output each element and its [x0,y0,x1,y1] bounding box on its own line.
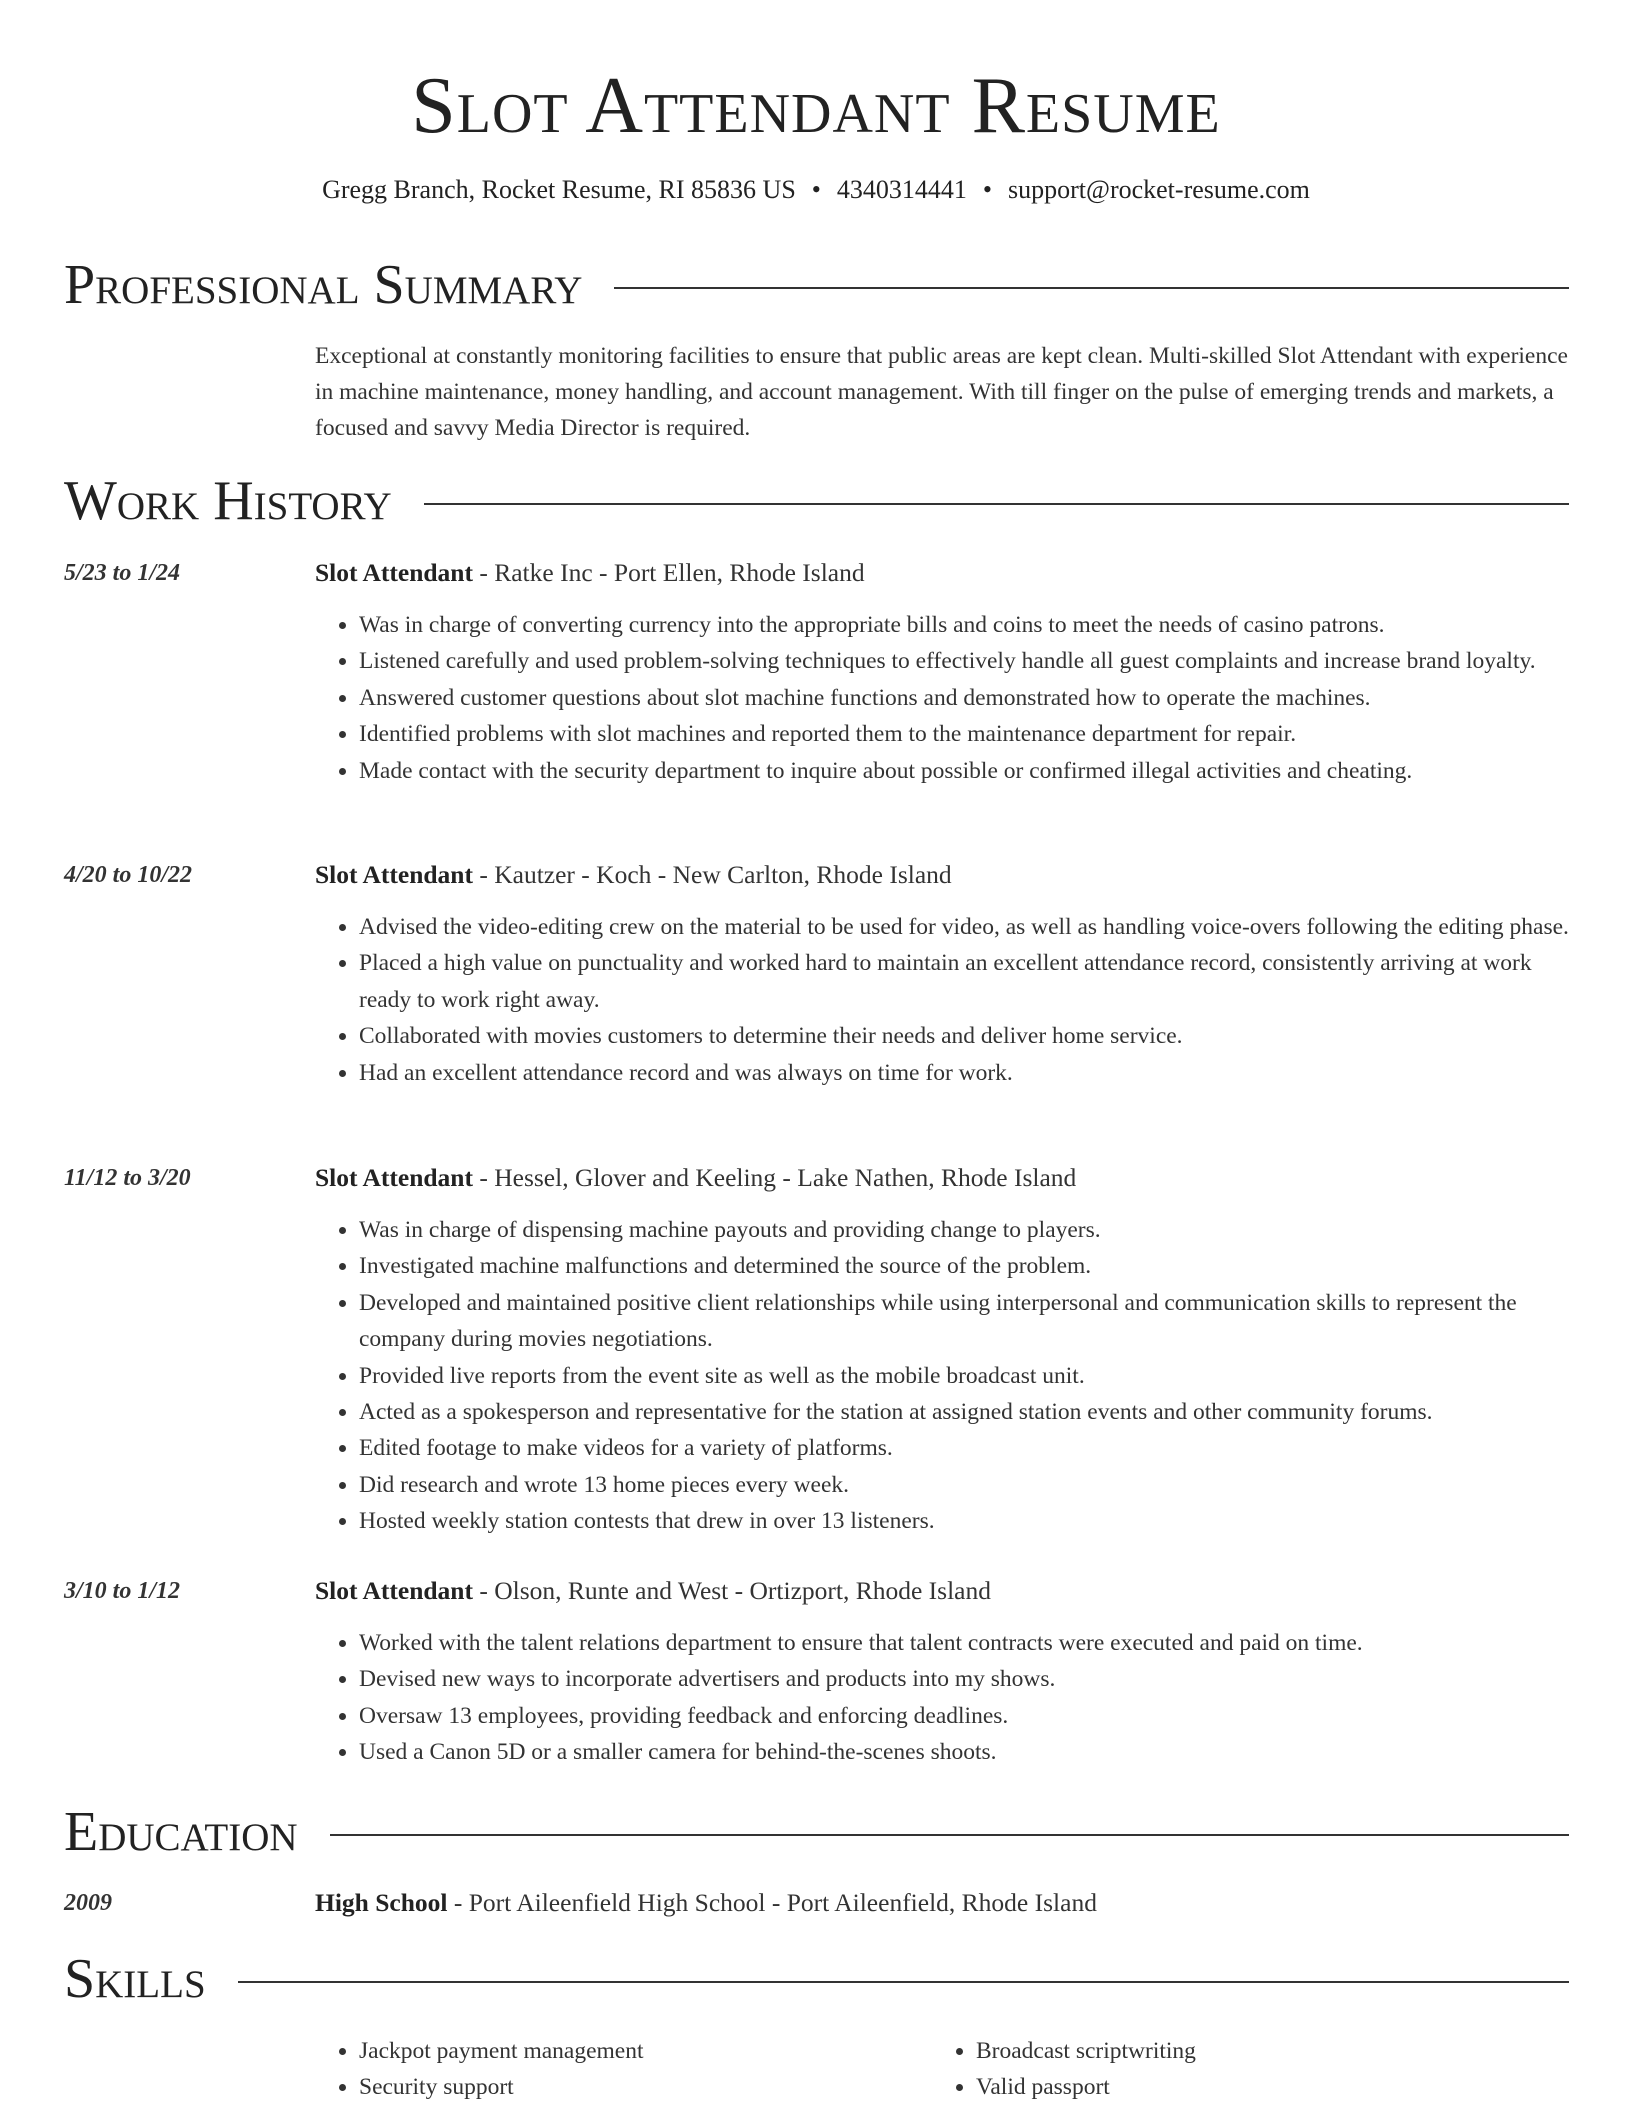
skill-item: • Jackpot payment management [359,2033,919,2069]
section-title-summary: Professional Summary [64,254,583,316]
skills-list-right [932,2033,1536,2105]
section-title-work: Work History [64,470,392,532]
section-divider [330,1834,1569,1836]
skill-item: • Security support [359,2069,919,2105]
job-dates: 3/10 to 1/12 [64,1578,181,1604]
contact-separator: • [811,175,821,204]
job-details: - Ratke Inc - Port Ellen, Rhode Island [472,558,865,587]
list-item: • Answered customer questions about slot machine functions and demonstrated how to operate the machines. [359,680,1571,716]
job-bullets [315,1212,1571,1540]
job-title: Slot Attendant [315,1576,473,1605]
education-section-header [64,1799,1569,1865]
list-item: • Was in charge of dispensing machine payouts and providing change to players. [359,1212,1571,1248]
contact-email: support@rocket-resume.com [1008,175,1310,204]
list-item: • Advised the video-editing crew on the material to be used for video, as well as handling voice-overs following the editing phase. [359,909,1571,945]
skills-list-left [315,2033,919,2105]
summary-text: Exceptional at constantly monitoring facilities to ensure that public areas are kept clean. Multi-skilled Slot Attendant with experience in machine maintenance, money handling, and account management. With till finger on the pulse of emerging trends and markets, a focused and savvy Media Director is required. [315,343,1568,441]
list-item: • Placed a high value on punctuality and worked hard to maintain an excellent attendance record, consistently arriving at work ready to work right away. [359,945,1571,1018]
job-title: Slot Attendant [315,860,473,889]
education-degree: High School [315,1888,448,1917]
list-item: • Collaborated with movies customers to determine their needs and deliver home service. [359,1018,1571,1054]
education-details: - Port Aileenfield High School - Port Aileenfield, Rhode Island [447,1888,1097,1917]
list-item: • Did research and wrote 13 home pieces every week. [359,1467,1571,1503]
list-item: • Had an excellent attendance record and was always on time for work. [359,1055,1571,1091]
work-section-header [64,468,1569,534]
job-dates: 4/20 to 10/22 [64,862,193,888]
list-item: • Made contact with the security department to inquire about possible or confirmed illegal activities and cheating. [359,753,1571,789]
job-details: - Kautzer - Koch - New Carlton, Rhode Island [472,860,952,889]
section-divider [238,1981,1569,1983]
section-title-skills: Skills [64,1948,206,2010]
list-item: • Identified problems with slot machines and reported them to the maintenance department for repair. [359,716,1571,752]
job-bullets [315,909,1571,1091]
contact-separator: • [982,175,992,204]
skills-section-header [64,1946,1569,2012]
list-item: • Oversaw 13 employees, providing feedback and enforcing deadlines. [359,1698,1571,1734]
job-title: Slot Attendant [315,1163,473,1192]
job-heading [315,857,952,893]
summary-section-header [64,252,1569,318]
contact-line [0,172,1632,208]
list-item: • Listened carefully and used problem-solving techniques to effectively handle all guest complaints and increase brand loyalty. [359,643,1571,679]
list-item: • Acted as a spokesperson and representative for the station at assigned station events and other community forums. [359,1394,1571,1430]
list-item: • Used a Canon 5D or a smaller camera for behind-the-scenes shoots. [359,1734,1571,1770]
list-item: • Was in charge of converting currency into the appropriate bills and coins to meet the needs of casino patrons. [359,607,1571,643]
section-divider [614,287,1569,289]
job-heading [315,555,865,591]
education-year: 2009 [64,1890,112,1916]
contact-address: Gregg Branch, Rocket Resume, RI 85836 US [322,175,796,204]
list-item: • Edited footage to make videos for a variety of platforms. [359,1430,1571,1466]
list-item: • Worked with the talent relations department to ensure that talent contracts were executed and paid on time. [359,1625,1571,1661]
contact-phone: 4340314441 [836,175,967,204]
list-item: • Provided live reports from the event site as well as the mobile broadcast unit. [359,1358,1571,1394]
job-bullets [315,607,1571,789]
job-bullets [315,1625,1571,1771]
job-details: - Olson, Runte and West - Ortizport, Rhode Island [472,1576,992,1605]
job-dates: 5/23 to 1/24 [64,560,181,586]
list-item: • Developed and maintained positive client relationships while using interpersonal and communication skills to represent the company during movies negotiations. [359,1285,1571,1358]
job-heading [315,1160,1076,1196]
section-title-education: Education [64,1801,298,1863]
skill-item: • Valid passport [976,2069,1536,2105]
job-dates: 11/12 to 3/20 [64,1165,191,1191]
list-item: • Devised new ways to incorporate advertisers and products into my shows. [359,1661,1571,1697]
education-heading [315,1885,1097,1921]
job-details: - Hessel, Glover and Keeling - Lake Nathen, Rhode Island [472,1163,1077,1192]
resume-title: Slot Attendant Resume [411,62,1221,150]
skill-item: • Broadcast scriptwriting [976,2033,1536,2069]
list-item: • Hosted weekly station contests that drew in over 13 listeners. [359,1503,1571,1539]
section-divider [424,503,1569,505]
job-heading [315,1573,991,1609]
job-title: Slot Attendant [315,558,473,587]
list-item: • Investigated machine malfunctions and determined the source of the problem. [359,1248,1571,1284]
